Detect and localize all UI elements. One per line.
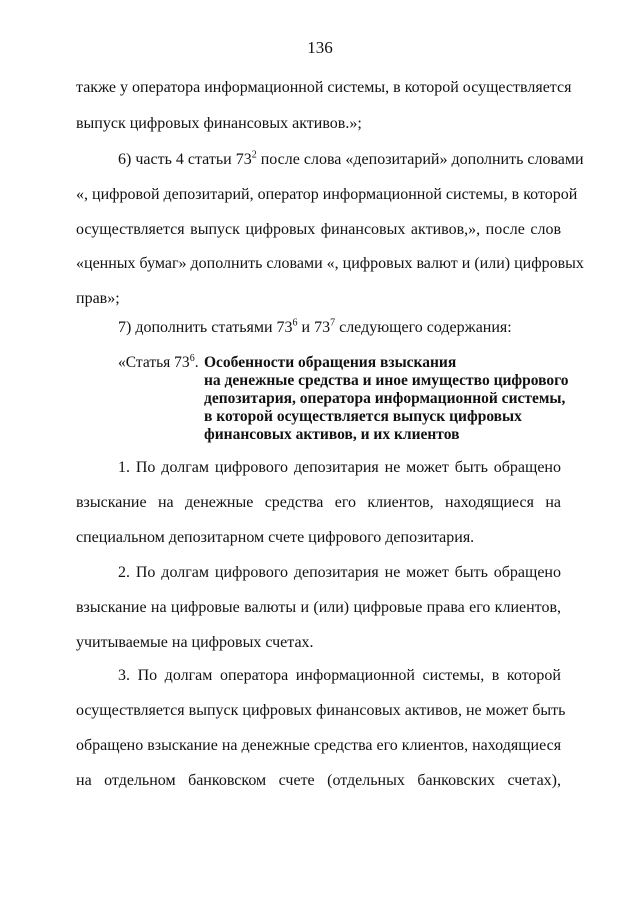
article-title xyxy=(204,354,584,444)
text-line: также у оператора информационной системы, в которой осуществляется xyxy=(76,79,572,96)
article-label-end: . xyxy=(194,354,199,371)
text-line: выпуск цифровых финансовых активов.»; xyxy=(76,115,362,132)
article-title-line: Особенности обращения взыскания xyxy=(204,354,457,371)
item-7-text: и 73 xyxy=(297,319,331,336)
page-number: 136 xyxy=(307,38,333,57)
item-6-line: «, цифровой депозитарий, оператор информационной системы, в которой xyxy=(76,186,578,203)
superscript: 6 xyxy=(292,317,298,329)
article-label xyxy=(118,354,199,372)
paragraph-1-line: специальном депозитарном счете цифрового депозитария. xyxy=(76,529,475,546)
superscript: 7 xyxy=(330,317,336,329)
paragraph-1-line: взыскание на денежные средства его клиентов, находящиеся на xyxy=(76,494,561,511)
superscript: 6 xyxy=(189,352,195,364)
superscript: 2 xyxy=(251,149,257,161)
item-6-line: осуществляется выпуск цифровых финансовых активов,», после слов xyxy=(76,221,561,238)
item-7-text: 7) дополнить статьями 73 xyxy=(118,319,293,336)
paragraph-2-line: учитываемые на цифровых счетах. xyxy=(76,634,314,651)
paragraph-3-line: осуществляется выпуск цифровых финансовых активов, не может быть xyxy=(76,702,566,719)
item-6-line xyxy=(118,149,584,170)
article-title-line: на денежные средства и иное имущество цифрового xyxy=(204,372,569,389)
paragraph-2-line: взыскание на цифровые валюты и (или) цифровые права его клиентов, xyxy=(76,599,561,616)
article-label-text: «Статья 73 xyxy=(118,354,190,371)
article-title-line: в которой осуществляется выпуск цифровых xyxy=(204,408,522,425)
paragraph-3-line: 3. По долгам оператора информационной системы, в которой xyxy=(118,667,561,684)
article-title-line: финансовых активов, и их клиентов xyxy=(204,426,460,443)
item-7-text: следующего содержания: xyxy=(335,319,512,336)
item-6-line: «ценных бумаг» дополнить словами «, цифровых валют и (или) цифровых xyxy=(76,255,584,272)
paragraph-1-line: 1. По долгам цифрового депозитария не может быть обращено xyxy=(118,459,561,476)
item-7-line xyxy=(118,318,561,338)
paragraph-3-line: обращено взыскание на денежные средства его клиентов, находящиеся xyxy=(76,737,562,754)
article-title-line: депозитария, оператора информационной системы, xyxy=(204,390,566,407)
item-6-text: 6) часть 4 статьи 73 xyxy=(118,151,252,168)
paragraph-2-line: 2. По долгам цифрового депозитария не может быть обращено xyxy=(118,564,561,581)
paragraph-3-line: на отдельном банковском счете (отдельных банковских счетах), xyxy=(76,772,561,789)
item-6-line: прав»; xyxy=(76,290,120,307)
item-6-text: после слова «депозитарий» дополнить словами xyxy=(256,151,584,168)
